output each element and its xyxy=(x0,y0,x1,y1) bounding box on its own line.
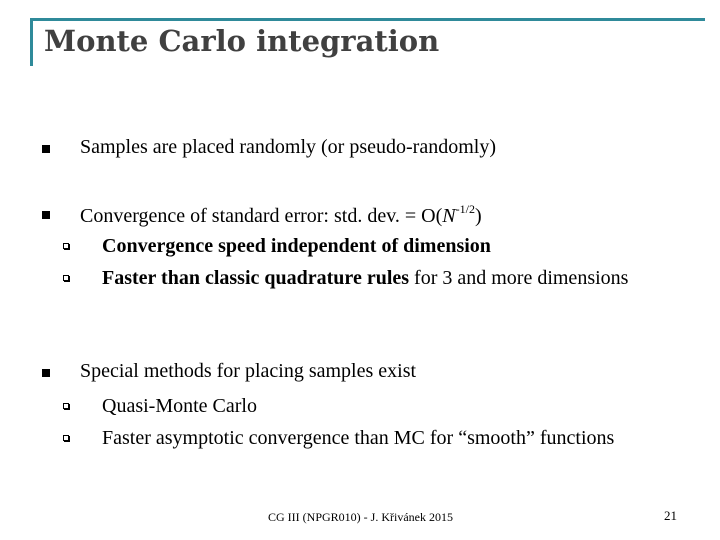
bullet-2-variable: N xyxy=(442,205,456,227)
bullet-2-text-suffix: ) xyxy=(474,205,482,227)
sub-bullet-3-1-text: Quasi-Monte Carlo xyxy=(102,395,257,417)
bullet-2-text xyxy=(80,202,482,228)
sub-bullet-2-2-bold: Faster than classic quadrature rules xyxy=(102,267,410,289)
square-bullet-icon xyxy=(42,369,50,377)
hollow-square-bullet-icon xyxy=(63,275,69,281)
footer-text: CG III (NPGR010) - J. Křivánek 2015 xyxy=(268,510,453,524)
slide-title: Monte Carlo integration xyxy=(44,24,440,58)
hollow-square-bullet-icon xyxy=(63,435,69,441)
sub-bullet-2-1-bold: Convergence speed independent of dimension xyxy=(102,235,491,257)
page-number: 21 xyxy=(664,508,677,523)
square-bullet-icon xyxy=(42,211,50,219)
sub-bullet-2-2-rest: for 3 and more dimensions xyxy=(409,267,629,289)
bullet-3-text: Special methods for placing samples exist xyxy=(80,360,417,382)
sub-bullet-3-2-text: Faster asymptotic convergence than MC for “smooth” functions xyxy=(102,427,615,449)
bullet-2-text-prefix: Convergence of standard error: std. dev. = O( xyxy=(80,205,443,227)
bullet-1-text: Samples are placed randomly (or pseudo-randomly) xyxy=(80,136,496,158)
hollow-square-bullet-icon xyxy=(63,403,69,409)
bullet-2-exponent: -1/2 xyxy=(455,202,475,216)
hollow-square-bullet-icon xyxy=(63,243,69,249)
square-bullet-icon xyxy=(42,145,50,153)
